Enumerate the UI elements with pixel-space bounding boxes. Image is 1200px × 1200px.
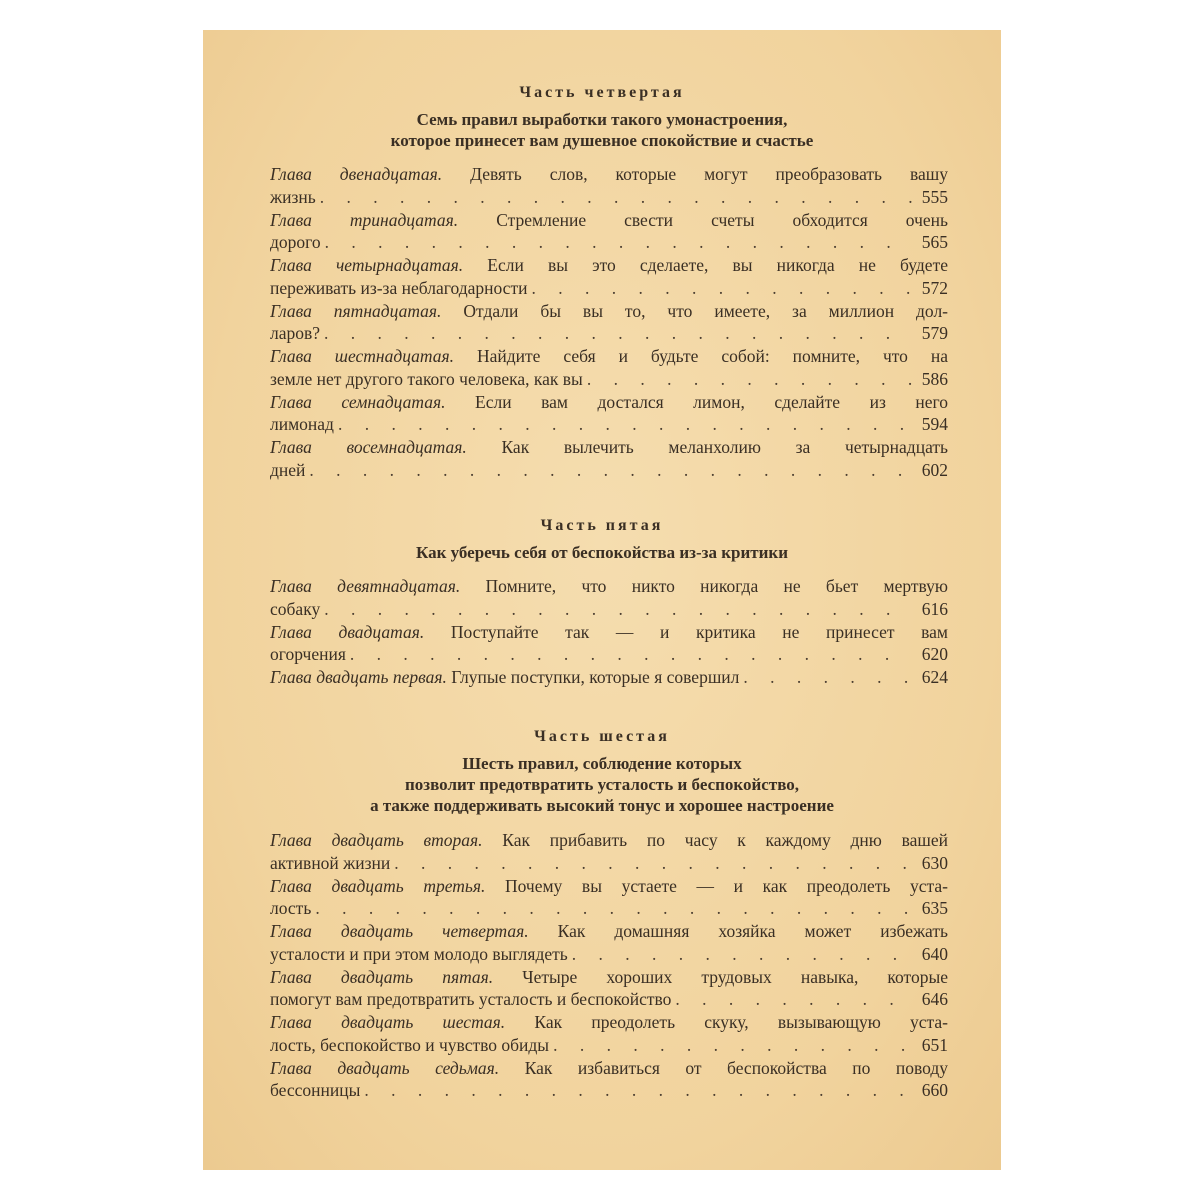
chapter-title-line2: помогут вам предотвратить усталость и беспокойство	[270, 989, 672, 1009]
chapter-title-line1: Как прибавить по часу к каждому дню вашей	[502, 830, 948, 850]
leader-dots	[324, 598, 912, 621]
chapter-title-line1: Отдали бы вы то, что имеете, за миллион дол-	[463, 300, 948, 321]
chapter-title-line2: жизнь	[270, 186, 316, 207]
chapter-entry[interactable]	[270, 163, 948, 208]
chapter-label: Глава пятнадцатая.	[270, 300, 442, 321]
chapter-label: Глава двадцать шестая.	[270, 1012, 506, 1032]
leader-dots	[587, 368, 912, 391]
chapter-title-line1: Как преодолеть скуку, вызывающую уста-	[534, 1012, 948, 1032]
chapter-title-line1: Почему вы устаете — и как преодолеть уста-	[504, 875, 948, 896]
chapter-entry[interactable]	[270, 345, 948, 390]
page-number: 620	[921, 644, 948, 664]
chapter-title-line2: собаку	[270, 598, 321, 619]
part-subtitle	[203, 109, 1001, 151]
chapter-entry[interactable]	[270, 875, 948, 920]
chapter-entry[interactable]	[270, 436, 948, 481]
chapter-entry[interactable]	[270, 829, 948, 874]
page-number: 572	[921, 277, 948, 298]
chapter-entry[interactable]	[270, 920, 948, 965]
leader-dots	[675, 988, 912, 1011]
chapter-title-line1: Стремление свести счеты обходится очень	[496, 209, 948, 230]
chapter-label: Глава двадцатая.	[270, 621, 425, 642]
chapter-entry[interactable]	[270, 391, 948, 436]
chapter-label: Глава восемнадцатая.	[270, 437, 467, 457]
part-four	[203, 83, 1001, 151]
leader-dots	[553, 1034, 912, 1057]
chapter-entry[interactable]	[270, 254, 948, 299]
leader-dots	[324, 322, 912, 345]
chapter-entry[interactable]	[270, 209, 948, 254]
part-six	[203, 727, 1001, 816]
chapter-list-part-four	[270, 163, 948, 482]
chapter-title-line1: Поступайте так — и критика не принесет вам	[450, 621, 948, 642]
part-subtitle	[203, 753, 1001, 816]
chapter-label: Глава двадцать вторая.	[270, 830, 483, 850]
part-subtitle-line: а также поддерживать высокий тонус и хорошее настроение	[370, 796, 834, 815]
chapter-entry[interactable]	[270, 575, 948, 620]
page-number: 651	[921, 1034, 948, 1055]
chapter-title-line2: лость	[270, 898, 312, 918]
chapter-title-line2: переживать из-за неблагодарности	[270, 277, 528, 298]
chapter-label: Глава девятнадцатая.	[270, 576, 461, 596]
chapter-entry[interactable]	[270, 1057, 948, 1102]
page-number: 624	[921, 667, 948, 687]
chapter-title-line1: Найдите себя и будьте собой: помните, что на	[476, 346, 948, 366]
chapter-list-part-six	[270, 829, 948, 1102]
chapter-title-line1: Если вы это сделаете, вы никогда не будете	[487, 255, 948, 275]
chapter-title-line1: Помните, что никто никогда не бьет мертвую	[485, 576, 948, 596]
chapter-title-line2: бессонницы	[270, 1080, 361, 1100]
leader-dots	[309, 459, 912, 482]
book-page	[203, 30, 1001, 1170]
leader-dots	[364, 1079, 912, 1102]
page-number: 602	[921, 459, 948, 480]
chapter-label: Глава четырнадцатая.	[270, 255, 464, 275]
part-subtitle-line: Семь правил выработки такого умонастроения,	[416, 110, 788, 129]
chapter-title-line2: земле нет другого такого человека, как вы	[270, 368, 583, 389]
page-number: 616	[921, 598, 948, 619]
page-number: 635	[921, 898, 948, 918]
chapter-label: Глава двадцать третья.	[270, 875, 486, 896]
chapter-entry[interactable]	[270, 621, 948, 666]
page-number: 586	[921, 368, 948, 389]
chapter-entry[interactable]	[270, 966, 948, 1011]
chapter-title-line2: огорчения	[270, 644, 346, 664]
page-number: 594	[921, 414, 948, 434]
page-number: 640	[921, 943, 948, 964]
chapter-label: Глава двадцать седьмая.	[270, 1057, 500, 1078]
leader-dots	[350, 643, 912, 666]
part-subtitle-line: позволит предотвратить усталость и беспокойство,	[404, 775, 800, 794]
part-subtitle-line: Шесть правил, соблюдение которых	[462, 754, 742, 773]
page-number: 630	[921, 852, 948, 873]
chapter-title-line2: усталости и при этом молодо выглядеть	[270, 943, 568, 964]
part-subtitle-line: которое принесет вам душевное спокойствие и счастье	[390, 131, 814, 150]
part-title: Часть четвертая	[519, 84, 685, 101]
chapter-entry[interactable]	[270, 300, 948, 345]
chapter-label: Глава двадцать пятая.	[270, 966, 494, 987]
chapter-label: Глава двадцать первая.	[270, 667, 447, 687]
leader-dots	[394, 852, 912, 875]
chapter-title-line1: Как вылечить меланхолию за четырнадцать	[501, 437, 948, 457]
chapter-title-line1: Четыре хороших трудовых навыка, которые	[522, 966, 948, 987]
chapter-title-line2: лость, беспокойство и чувство обиды	[270, 1034, 550, 1055]
leader-dots	[743, 666, 912, 689]
leader-dots	[325, 231, 912, 254]
chapter-title-line2: Глупые поступки, которые я совершил	[451, 667, 740, 687]
part-title: Часть шестая	[534, 728, 670, 745]
chapter-title-line1: Девять слов, которые могут преобразовать вашу	[470, 164, 948, 184]
part-title: Часть пятая	[540, 517, 664, 534]
leader-dots	[572, 943, 912, 966]
chapter-label: Глава шестнадцатая.	[270, 346, 455, 366]
part-subtitle	[203, 542, 1001, 563]
chapter-title-line2: лимонад	[270, 414, 334, 434]
leader-dots	[320, 186, 912, 209]
chapter-entry[interactable]	[270, 666, 948, 689]
leader-dots	[315, 897, 912, 920]
page-number: 579	[921, 323, 948, 343]
chapter-list-part-five	[270, 575, 948, 689]
chapter-entry[interactable]	[270, 1011, 948, 1056]
chapter-label: Глава двадцать четвертая.	[270, 921, 529, 941]
part-subtitle-line: Как уберечь себя от беспокойства из-за критики	[415, 543, 789, 562]
chapter-label: Глава двенадцатая.	[270, 164, 443, 184]
leader-dots	[531, 277, 912, 300]
chapter-title-line2: ларов?	[270, 323, 321, 343]
chapter-title-line1: Если вам достался лимон, сделайте из него	[475, 391, 948, 412]
page-number: 565	[921, 232, 948, 252]
page-number: 555	[921, 186, 948, 207]
part-five	[203, 516, 1001, 563]
page-number: 660	[921, 1080, 948, 1100]
chapter-title-line2: дорого	[270, 232, 321, 252]
leader-dots	[338, 413, 912, 436]
page-number: 646	[921, 989, 948, 1009]
chapter-title-line1: Как домашняя хозяйка может избежать	[557, 921, 948, 941]
chapter-label: Глава семнадцатая.	[270, 391, 446, 412]
chapter-title-line2: дней	[270, 459, 306, 480]
chapter-title-line2: активной жизни	[270, 852, 391, 873]
chapter-label: Глава тринадцатая.	[270, 209, 459, 230]
chapter-title-line1: Как избавиться от беспокойства по поводу	[524, 1057, 948, 1078]
